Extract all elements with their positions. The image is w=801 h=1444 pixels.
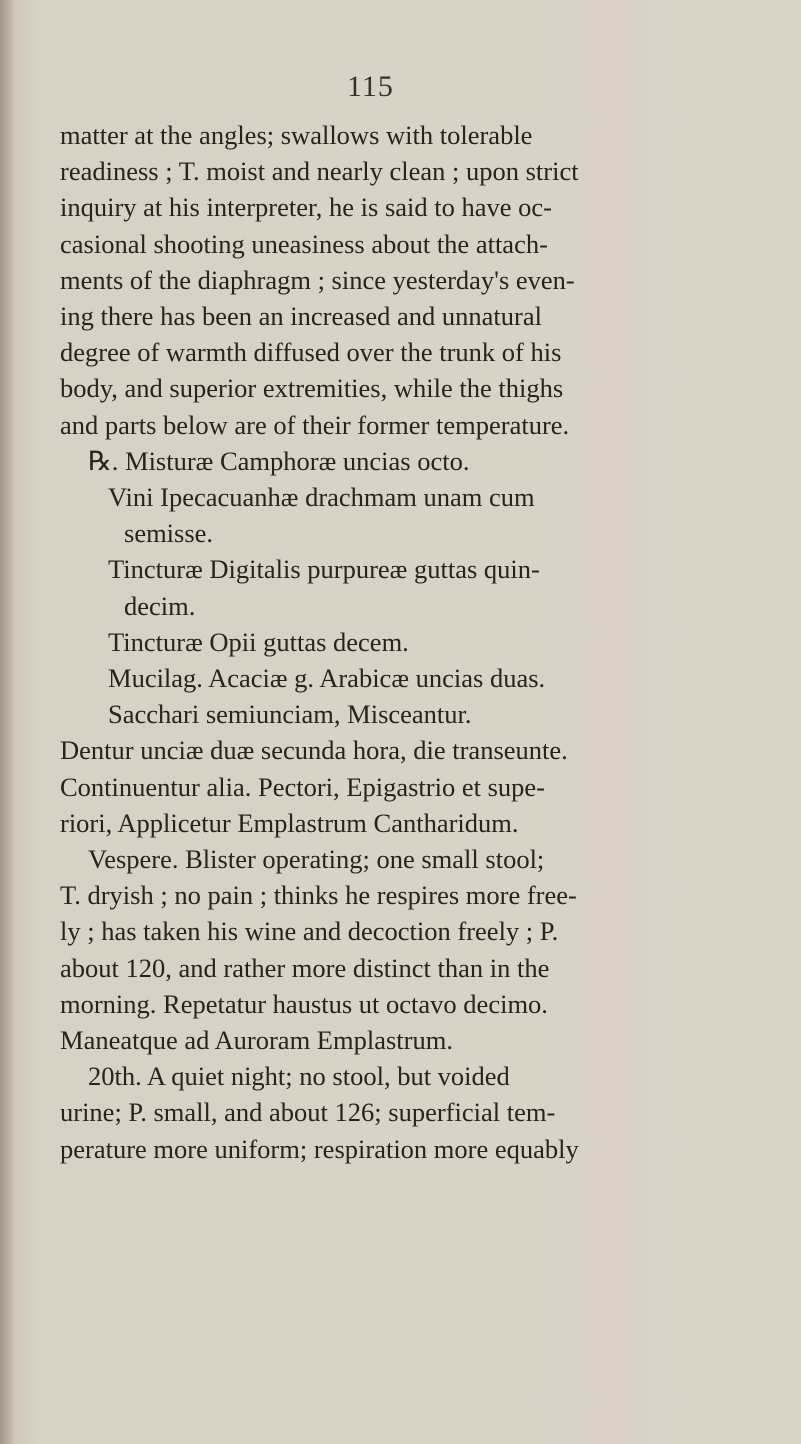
text-line: riori, Applicetur Emplastrum Cantharidum. — [60, 807, 519, 838]
text-line: degree of warmth diffused over the trunk of his — [60, 337, 562, 368]
text-line: ments of the diaphragm ; since yesterday's even- — [60, 264, 575, 295]
text-line: ing there has been an increased and unnatural — [60, 301, 542, 332]
prescription-line: Vini Ipecacuanhæ drachmam unam cum — [108, 482, 535, 513]
text-line: T. dryish ; no pain ; thinks he respires more free- — [60, 880, 577, 911]
prescription-line: decim. — [124, 590, 196, 621]
prescription-line: Mucilag. Acaciæ g. Arabicæ uncias duas. — [108, 663, 546, 694]
text-line: Maneatque ad Auroram Emplastrum. — [60, 1025, 453, 1056]
text-line: about 120, and rather more distinct than in the — [60, 952, 550, 983]
text-line: body, and superior extremities, while the thighs — [60, 373, 564, 404]
text-line: morning. Repetatur haustus ut octavo decimo. — [60, 988, 548, 1019]
text-line: 20th. A quiet night; no stool, but voided — [88, 1061, 510, 1092]
prescription-line: semisse. — [124, 518, 214, 549]
text-line: readiness ; T. moist and nearly clean ; upon strict — [60, 156, 579, 187]
text-line: inquiry at his interpreter, he is said to have oc- — [60, 192, 552, 223]
body-text — [60, 117, 750, 1167]
text-line: and parts below are of their former temperature. — [60, 409, 570, 440]
text-line: Vespere. Blister operating; one small stool; — [88, 844, 545, 875]
text-line: Continuentur alia. Pectori, Epigastrio et supe- — [60, 771, 545, 802]
text-line: matter at the angles; swallows with tolerable — [60, 120, 533, 150]
page-gutter-shadow — [0, 0, 16, 1444]
prescription-line: Sacchari semiunciam, Misceantur. — [108, 699, 472, 730]
prescription-line: Tincturæ Opii guttas decem. — [108, 626, 409, 657]
text-line: perature more uniform; respiration more equably — [60, 1133, 579, 1164]
text-line: Dentur unciæ duæ secunda hora, die transeunte. — [60, 735, 568, 766]
text-line: urine; P. small, and about 126; superficial tem- — [60, 1097, 556, 1128]
prescription-line: ℞. Misturæ Camphoræ uncias octo. — [88, 445, 470, 476]
text-line: ly ; has taken his wine and decoction freely ; P. — [60, 916, 559, 947]
page-number: 115 — [347, 70, 394, 103]
prescription-line: Tincturæ Digitalis purpureæ guttas quin- — [108, 554, 540, 585]
text-line: casional shooting uneasiness about the attach- — [60, 228, 548, 259]
